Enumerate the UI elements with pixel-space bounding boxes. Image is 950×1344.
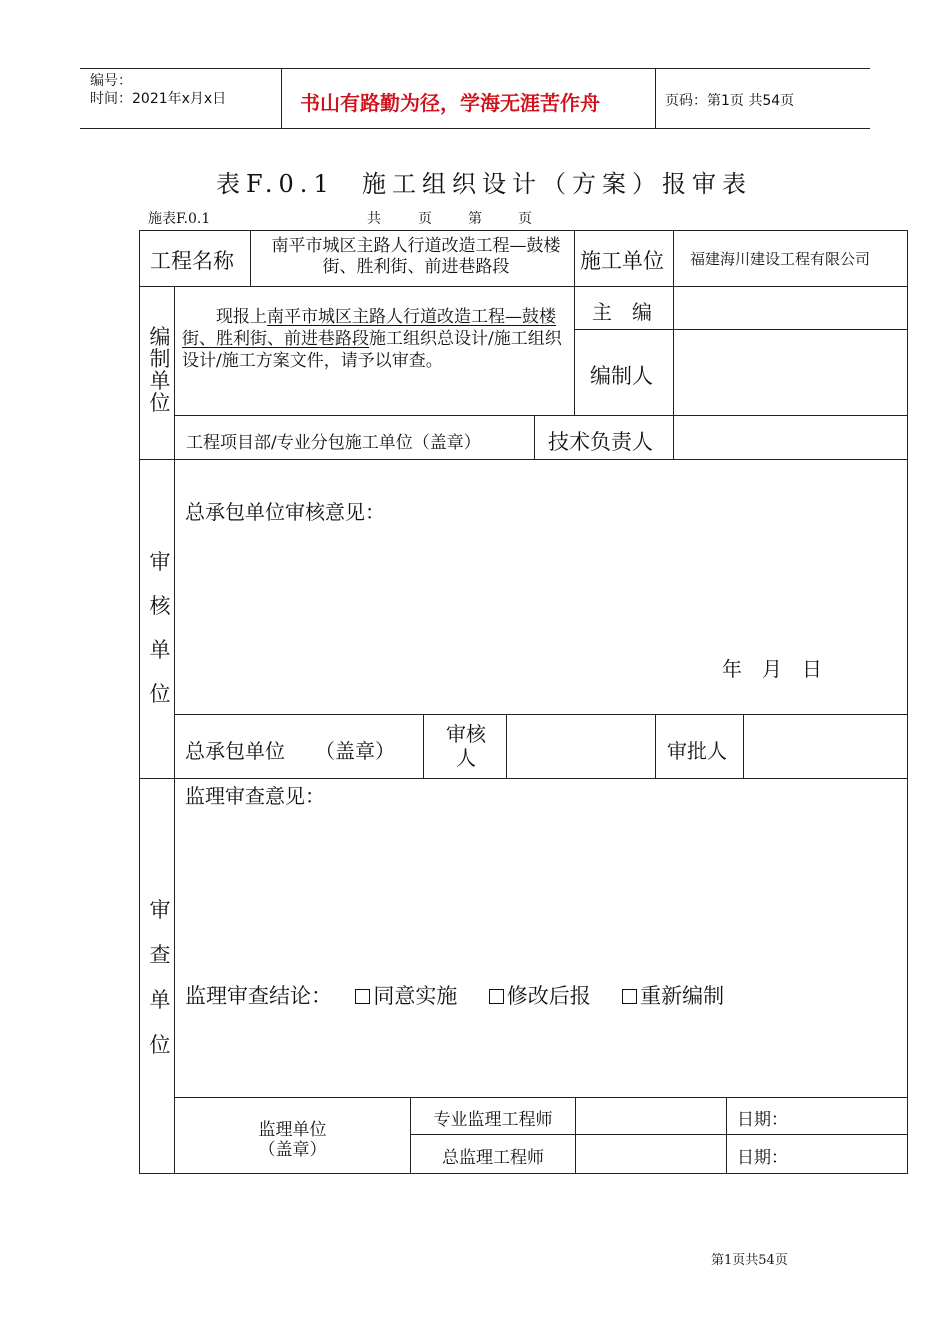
supervision-opinion-cell xyxy=(174,778,908,1098)
compile-text-1: 现报上 xyxy=(216,307,267,327)
compiler-value-cell xyxy=(673,329,908,416)
engineer-label: 专业监理工程师 xyxy=(433,1110,553,1130)
review-side-label: 审 核 单 位 xyxy=(149,550,171,706)
form-title: 表F.0.1 施工组织设计（方案）报审表 xyxy=(216,170,752,198)
header-divider-1 xyxy=(281,68,282,129)
approver-label: 审批人 xyxy=(667,739,727,763)
review-unit-label: 总承包单位 （盖章） xyxy=(185,739,395,763)
nth-label: 第 xyxy=(468,211,482,227)
option-approve[interactable]: 同意实施 xyxy=(355,984,457,1008)
chief-engineer-label: 总监理工程师 xyxy=(442,1148,544,1168)
supervision-opinion-label: 监理审查意见： xyxy=(185,784,325,808)
header-divider-2 xyxy=(655,68,656,129)
header-bottom-rule xyxy=(80,128,870,129)
total-label: 共 xyxy=(367,211,381,227)
header-motto: 书山有路勤为径，学海无涯苦作舟 xyxy=(300,91,600,115)
option-redo[interactable]: 重新编制 xyxy=(622,984,724,1008)
checkbox-redo[interactable] xyxy=(622,989,637,1004)
chief-value-cell xyxy=(673,286,908,330)
header-number: 编号： xyxy=(90,73,132,89)
supervision-unit-label-1: 监理单位 xyxy=(258,1120,327,1140)
supervision-side-label: 审 查 单 位 xyxy=(149,898,171,1057)
supervision-conclusion xyxy=(185,980,724,1010)
reviewer-label: 审核人 xyxy=(446,722,486,770)
compile-side-label: 编 制 单 位 xyxy=(149,325,171,416)
approver-value-cell xyxy=(743,714,908,779)
checkbox-revise[interactable] xyxy=(489,989,504,1004)
compile-text-project: 南平市城区主路人行道改造工程—鼓楼街、胜利街、前进巷路段 xyxy=(182,307,556,349)
dept-label: 工程项目部/专业分包施工单位（盖章） xyxy=(186,433,481,453)
page-label-a: 页 xyxy=(418,211,432,227)
review-date: 年 月 日 xyxy=(722,657,822,681)
review-opinion-label: 总承包单位审核意见： xyxy=(185,500,385,524)
engineer-date-label: 日期： xyxy=(737,1110,788,1130)
engineer-value-cell xyxy=(575,1097,727,1135)
supervision-unit-label-2: （盖章） xyxy=(258,1140,327,1160)
header-page: 页码：第1页 共54页 xyxy=(665,93,795,109)
page-label-b: 页 xyxy=(518,211,532,227)
form-number: 施表F.0.1 xyxy=(148,211,211,227)
header-time: 时间：2021年x月x日 xyxy=(90,91,227,107)
contractor-value: 福建海川建设工程有限公司 xyxy=(690,250,871,268)
supervision-conclusion-label: 监理审查结论： xyxy=(185,984,332,1008)
checkbox-approve[interactable] xyxy=(355,989,370,1004)
chief-label: 主 编 xyxy=(592,300,652,324)
compile-text-2: 施工组织总设计/施工组织设计/施工方案文件，请予以审查。 xyxy=(182,329,562,371)
project-name-label: 工程名称 xyxy=(150,249,234,273)
chief-engineer-value-cell xyxy=(575,1134,727,1174)
option-revise[interactable]: 修改后报 xyxy=(489,984,591,1008)
chief-engineer-date-label: 日期： xyxy=(737,1148,788,1168)
footer-page: 第1页共54页 xyxy=(711,1253,788,1268)
tech-label: 技术负责人 xyxy=(548,430,653,454)
compiler-label: 编制人 xyxy=(590,364,653,388)
tech-value-cell xyxy=(673,415,908,460)
contractor-label: 施工单位 xyxy=(580,249,664,273)
header-top-rule xyxy=(80,68,870,69)
project-name-value: 南平市城区主路人行道改造工程—鼓楼街、胜利街、前进巷路段 xyxy=(271,236,561,277)
compile-text xyxy=(182,306,568,372)
reviewer-value-cell xyxy=(506,714,656,779)
